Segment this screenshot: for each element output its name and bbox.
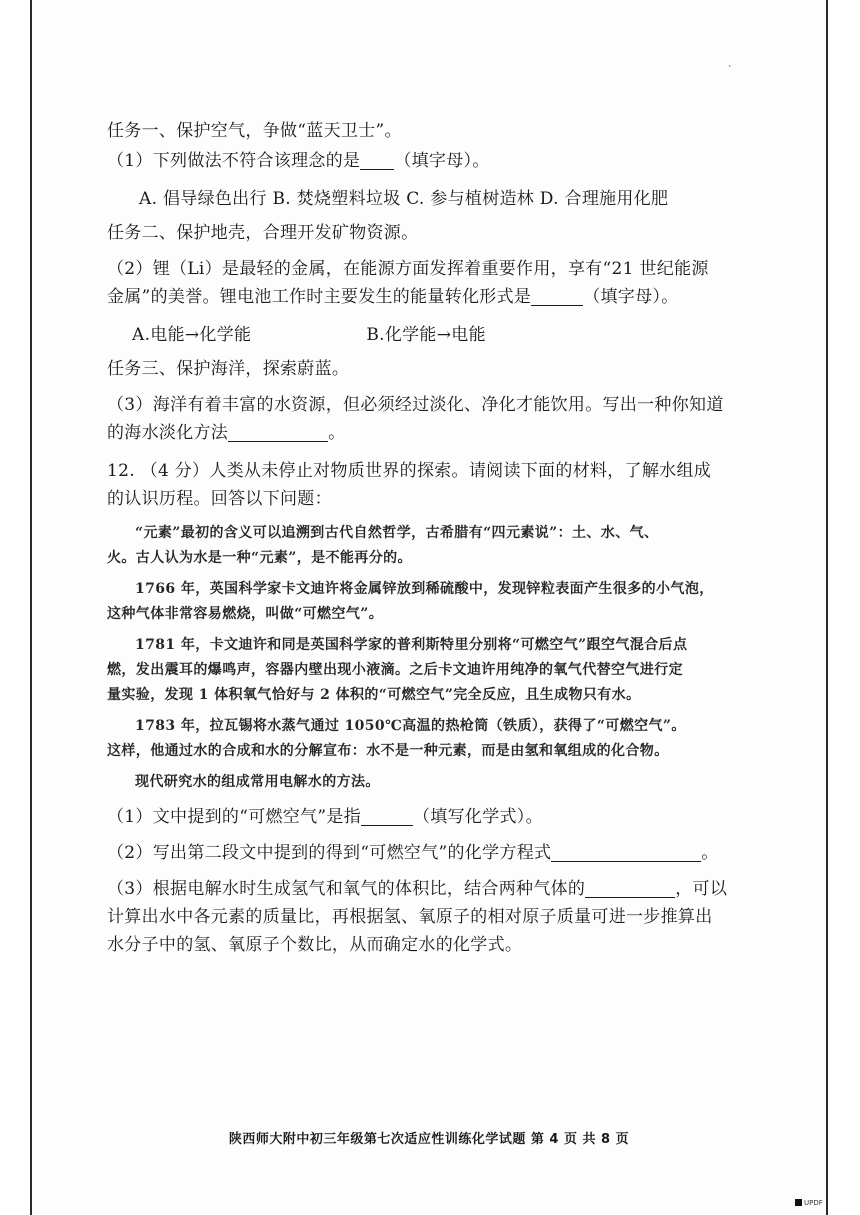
option-b: B.化学能→电能 (366, 325, 486, 345)
sub3-text-end: ，可以 (675, 879, 728, 899)
material-p2a: 1766 年，英国科学家卡文迪许将金属锌放到稀硫酸中，发现锌粒表面产生很多的小气泡， (135, 581, 714, 597)
exam-page (30, 0, 828, 1215)
q3-text: 的海水淡化方法 (107, 423, 229, 443)
sub1-answer-blank[interactable] (361, 807, 413, 826)
reading-material (107, 521, 757, 795)
q1-answer-blank[interactable] (360, 151, 394, 170)
material-p2b: 这种气体非常容易燃烧，叫做“可燃空气”。 (107, 606, 384, 622)
sub2-text-end: 。 (701, 843, 719, 863)
task3-question-line2 (107, 419, 757, 447)
task1-options: A. 倡导绿色出行 B. 焚烧塑料垃圾 C. 参与植树造林 D. 合理施用化肥 (139, 189, 669, 209)
material-p4a: 1783 年，拉瓦锡将水蒸气通过 1050℃高温的热枪筒（铁质），获得了“可燃空气”。 (135, 718, 686, 734)
material-p3b: 燃，发出震耳的爆鸣声，容器内壁出现小液滴。之后卡文迪许用纯净的氧气代替空气进行定 (107, 662, 683, 678)
corner-watermark (795, 1199, 823, 1207)
task2-heading: 任务二、保护地壳，合理开发矿物资源。 (107, 223, 419, 243)
sub1-text: （1）文中提到的“可燃空气”是指 (107, 807, 361, 827)
sub1-text-end: （填写化学式）。 (413, 807, 543, 827)
material-p1b: 火。古人认为水是一种“元素”，是不能再分的。 (107, 550, 412, 566)
q3-answer-blank[interactable] (228, 423, 328, 442)
q1-text: （1）下列做法不符合该理念的是 (107, 151, 361, 171)
material-p3a: 1781 年，卡文迪许和同是英国科学家的普利斯特里分别将“可燃空气”跟空气混合后点 (135, 637, 688, 653)
q12-sub1 (107, 803, 757, 831)
q12-sub3-line1 (107, 875, 757, 903)
question-12-line2: 的认识历程。回答以下问题： (107, 489, 332, 509)
task3-heading: 任务三、保护海洋，探索蔚蓝。 (107, 359, 350, 379)
q1-text-end: （填字母）。 (394, 151, 490, 171)
sub2-answer-blank[interactable] (551, 843, 701, 862)
sub3-answer-blank[interactable] (585, 879, 675, 898)
q12-sub2 (107, 839, 757, 867)
stray-mark: ` (728, 66, 733, 76)
q2-answer-blank[interactable] (531, 287, 583, 306)
task2-question-line2 (107, 283, 757, 311)
sub3-text: （3）根据电解水时生成氢气和氧气的体积比，结合两种气体的 (107, 879, 586, 899)
task1-heading: 任务一、保护空气，争做“蓝天卫士”。 (107, 121, 402, 141)
page-content (107, 115, 757, 959)
material-p4b: 这样，他通过水的合成和水的分解宣布：水不是一种元素，而是由氢和氧组成的化合物。 (107, 743, 669, 759)
qr-icon (795, 1199, 802, 1206)
q12-sub3-line3: 水分子中的氢、氧原子个数比，从而确定水的化学式。 (107, 935, 523, 955)
task2-question-line1: （2）锂（Li）是最轻的金属，在能源方面发挥着重要作用，享有“21 世纪能源 (107, 259, 709, 279)
task3-question-line1: （3）海洋有着丰富的水资源，但必须经过淡化、净化才能饮用。写出一种你知道 (107, 395, 724, 415)
q2-text-end: （填字母）。 (583, 287, 679, 307)
option-a: A.电能→化学能 (132, 325, 252, 345)
task2-options (132, 321, 757, 349)
question-12-line1: 12. （4 分）人类从未停止对物质世界的探索。请阅读下面的材料，了解水组成 (107, 461, 712, 481)
task1-question-1 (107, 147, 757, 175)
q2-text: 金属”的美誉。锂电池工作时主要发生的能量转化形式是 (107, 287, 532, 307)
q3-text-end: 。 (328, 423, 346, 443)
q12-sub3-line2: 计算出水中各元素的质量比，再根据氢、氧原子的相对原子质量可进一步推算出 (107, 907, 713, 927)
material-p3c: 量实验，发现 1 体积氧气恰好与 2 体积的“可燃空气”完全反应，且生成物只有水。 (107, 687, 641, 703)
material-p5: 现代研究水的组成常用电解水的方法。 (135, 774, 380, 790)
corner-text: UPDF (804, 1199, 823, 1207)
page-footer: 陕西师大附中初三年级第七次适应性训练化学试题 第 4 页 共 8 页 (228, 1132, 630, 1147)
material-p1a: “元素”最初的含义可以追溯到古代自然哲学，古希腊有“四元素说”：土、水、气、 (135, 525, 659, 541)
sub2-text: （2）写出第二段文中提到的得到“可燃空气”的化学方程式 (107, 843, 552, 863)
